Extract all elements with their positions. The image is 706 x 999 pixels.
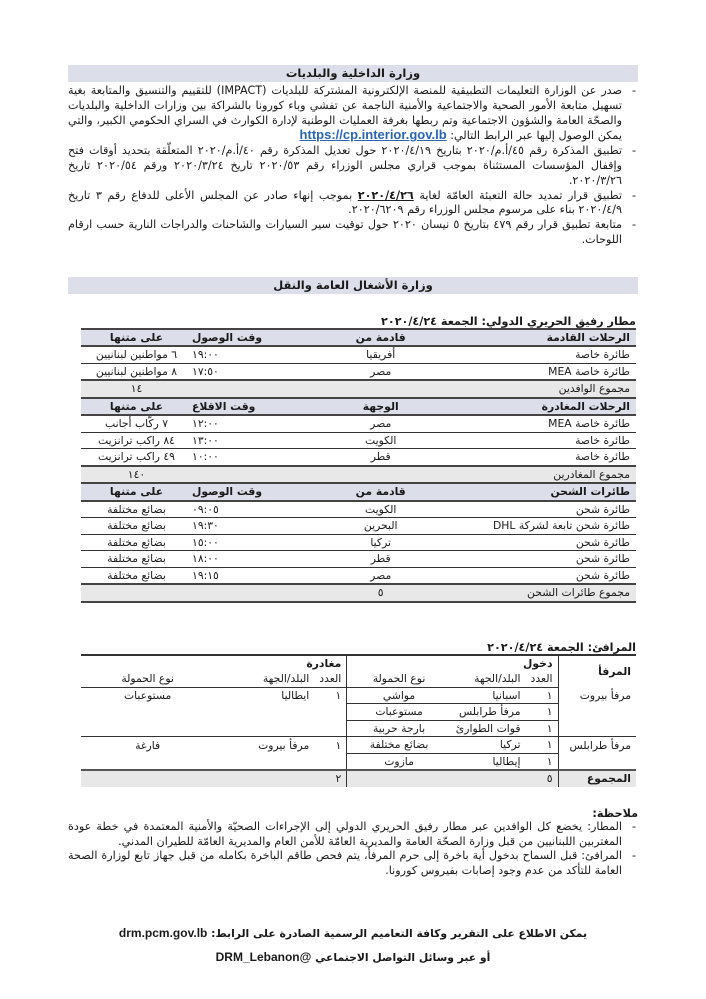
table-cell: ٠٩:٠٥ (192, 501, 303, 518)
table-cell: مستوعبات (123, 689, 172, 703)
table-cell: بضائع مختلفة (81, 534, 192, 551)
table-cell (214, 753, 314, 770)
bullet-text: صدر عن الوزارة التعليمات التطبيقية للمنصة الإلكترونية المشتركة للبلديات (IMPACT) للتقييم والتنسيق والمتابعة بغية تسهيل متابعة الأمور الصحية والاجتماعية والأمنية الناجمة عن تفشي وباء كورونا بالشراكة بين وزارات الداخلية والبلديات والصحّة العامة والشؤون الاجتماعية وتم ربطها بغرفة العمليات الوطنية لإدارة الكوارث في السراي الحكومي الكبير، والتي يمكن الوصول إليها عبر الرابط التالي: (68, 84, 623, 143)
column-header: الرحلات القادمة (458, 329, 636, 347)
sub-header: نوع الحمولة (81, 671, 214, 687)
table-cell: إيطاليا (451, 753, 526, 770)
table-cell (214, 720, 314, 737)
table-row (81, 551, 636, 568)
cargo-header-row (81, 483, 636, 501)
table-cell: مستوعبات (347, 704, 451, 721)
table-cell: مصر (370, 364, 392, 378)
airport-block (81, 315, 636, 603)
column-header: الرحلات المغادرة (458, 398, 636, 416)
social-handle[interactable]: @DRM_Lebanon (215, 950, 312, 964)
bullet-item (68, 84, 638, 144)
table-cell: مازوت (347, 753, 451, 770)
table-cell: مرفأ طرابلس (451, 704, 526, 721)
port-name: مرفأ طرابلس (558, 737, 636, 754)
sub-header: العدد (526, 671, 558, 687)
total-label: المجموع (558, 770, 636, 787)
table-row (81, 432, 636, 449)
table-cell: ٨٤ راكب ترانزيت (81, 432, 192, 449)
airport-table (81, 328, 636, 603)
table-cell (314, 753, 346, 770)
port-header: المرفأ (558, 655, 636, 688)
table-cell: ١ (526, 687, 558, 704)
interior-link[interactable]: https://cp.interior.gov.lb (299, 127, 447, 143)
port-name (558, 704, 636, 721)
table-cell: طائرة شحن (575, 568, 630, 582)
table-cell: بضائع مختلفة (81, 518, 192, 535)
sub-header: البلد/الجهة (451, 671, 526, 687)
table-row (81, 501, 636, 518)
total-value: ١٤٠ (81, 466, 192, 484)
table-cell: تركيا (451, 737, 526, 754)
total-label: مجموع طائرات الشحن (458, 584, 636, 602)
table-row (81, 704, 636, 721)
ports-block (81, 641, 636, 787)
bullet-text: تطبيق المذكرة رقم ٤٥/أ.م/٢٠٢٠ بتاريخ ٢٠٢٠/٤/١٩ حول تعديل المذكرة رقم ٤٠/أ.م/٢٠٢٠ المتعلّقة بتحديد أوقات فتح وإقفال المؤسسات المستثناة بموجب قراري مجلس الوزراء رقم ٢٠٢٠/٥٣ تاريخ ٢٠٢٠/٣/٢٤ ورقم ٢٠٢٠/٥٤ تاريخ ٢٠٢٠/٣/٢٦. (68, 144, 622, 187)
footer-line-2 (0, 950, 706, 964)
total-label: مجموع الوافدين (458, 380, 636, 398)
table-row (81, 363, 636, 380)
table-cell: ١٧:٥٠ (192, 364, 219, 378)
table-row (81, 687, 636, 704)
table-cell: فارغة (135, 738, 161, 752)
notes-title: ملاحظة: (592, 806, 638, 820)
bullet-dash: - (631, 144, 636, 158)
cargo-total-row (81, 584, 636, 602)
bullet-text: بموجب إنهاء صادر عن المجلس الأعلى للدفاع رقم ٣ تاريخ ٢٠٢٠/٤/٩ بناء على مرسوم مجلس الوزراء رقم ٢٠٢٠/٦٢٠٩. (68, 188, 622, 217)
table-cell: ١ (526, 704, 558, 721)
table-row (81, 737, 636, 754)
ports-header-row (81, 655, 636, 672)
table-cell: ٧ ركّاب أجانب (81, 415, 192, 432)
table-cell: بارجة حربية (347, 720, 451, 737)
note-item (68, 820, 638, 850)
port-name: مرفأ بيروت (558, 687, 636, 704)
table-cell: ١ (526, 753, 558, 770)
table-cell: مرفأ بيروت (258, 738, 310, 752)
table-cell (81, 704, 214, 721)
table-cell: ١٢:٠٠ (192, 415, 303, 432)
table-cell: قطر (370, 450, 391, 464)
table-cell: طائرة خاصة (458, 346, 636, 363)
arrivals-total-row (81, 380, 636, 398)
bullet-dash: - (631, 819, 636, 833)
table-cell (347, 770, 451, 787)
bullet-dash: - (631, 218, 636, 232)
column-header: قادمة من (303, 483, 458, 501)
table-cell: ١٥:٠٠ (192, 534, 303, 551)
column-header: وقت الاقلاع (192, 398, 303, 416)
table-cell (81, 720, 214, 737)
table-cell: ١ (526, 737, 558, 754)
table-cell: بضائع مختلفة (81, 501, 192, 518)
port-name (558, 753, 636, 770)
table-cell: ٦ مواطنين لبنانيين (81, 346, 192, 363)
column-header: قادمة من (303, 329, 458, 347)
table-cell: قوات الطوارئ (451, 720, 526, 737)
column-header: على متنها (81, 398, 192, 416)
table-cell: ١٩:١٥ (192, 568, 219, 582)
table-cell: بضائع مختلفة (347, 737, 451, 754)
bullet-dash: - (631, 188, 636, 202)
table-cell: ١ (526, 720, 558, 737)
sub-header: البلد/الجهة (214, 671, 314, 687)
total-value: ١٤ (81, 380, 192, 398)
bullet-text: متابعة تطبيق قرار رقم ٤٧٩ بتاريخ ٥ نيسان ٢٠٢٠ حول توقيت سير السيارات والشاحنات والدراجات النارية حسب ارقام اللوحات. (68, 218, 622, 246)
column-header: الوجهة (303, 398, 458, 416)
table-cell (214, 704, 314, 721)
table-cell: طائرة خاصة (458, 432, 636, 449)
ports-title: المرافئ: الجمعة ٢٠٢٠/٤/٢٤ (487, 640, 636, 654)
exit-header: مغادرة (81, 655, 347, 672)
table-cell: طائرة شحن (458, 551, 636, 568)
column-header: على متنها (81, 329, 192, 347)
footer-line-1 (0, 926, 706, 940)
total-label: مجموع المغادرين (458, 466, 636, 484)
ports-total-row (81, 770, 636, 787)
document-page (68, 0, 638, 879)
footer-text: أو عبر وسائل التواصل الاجتماعي (311, 951, 491, 964)
sub-header: نوع الحمولة (347, 671, 451, 687)
bullet-dash: - (631, 849, 636, 863)
table-cell: ١ (335, 689, 342, 703)
arrivals-header-row (81, 329, 636, 347)
note-text: المطار: يخضع كل الوافدين عبر مطار رفيق الحريري الدولي إلى الإجراءات الصحيّة والأمنية المعتمدة في خطة عودة المغتربين اللبنانيين من قبل وزارة الصحّة العامة والمديرية العامّة للأمن العام والمديرية العامّة للطيران المدني. (68, 819, 622, 848)
section-title-interior: وزارة الداخلية والبلديات (68, 65, 638, 82)
highlight-date: ٢٠٢٠/٤/٢٦ (357, 188, 414, 202)
table-cell: طائرة خاصة (575, 450, 630, 464)
table-cell: قطر (303, 551, 458, 568)
table-cell: ١ (335, 738, 342, 752)
footer-link[interactable]: drm.pcm.gov.lb (118, 926, 208, 940)
table-cell: ١٨:٠٠ (192, 551, 303, 568)
departures-header-row (81, 398, 636, 416)
table-cell (314, 720, 346, 737)
table-cell: البحرين (303, 518, 458, 535)
table-cell: مصر (370, 568, 392, 582)
table-cell: الكويت (303, 432, 458, 449)
note-item (68, 849, 638, 879)
table-cell: تركيا (303, 534, 458, 551)
column-header: وقت الوصول (192, 483, 303, 501)
bullet-item (68, 189, 638, 219)
table-row (81, 518, 636, 535)
table-cell (81, 753, 214, 770)
table-cell: ١٩:٣٠ (192, 518, 303, 535)
table-row (81, 449, 636, 466)
bullet-dash: - (631, 84, 636, 97)
airport-title: مطار رفيق الحريري الدولي: الجمعة ٢٠٢٠/٤/٢٤ (381, 314, 636, 328)
table-cell: طائرة خاصة MEA (548, 364, 630, 378)
table-cell (81, 770, 214, 787)
table-cell: الكويت (303, 501, 458, 518)
table-cell: طائرة شحن تابعة لشركة DHL (458, 518, 636, 535)
table-cell: طائرة شحن (458, 501, 636, 518)
table-cell: طائرة خاصة MEA (458, 415, 636, 432)
total-value: ٥ (303, 584, 458, 602)
column-header: طائرات الشحن (458, 483, 636, 501)
column-header: على متنها (81, 483, 192, 501)
table-row (81, 753, 636, 770)
notes-block (68, 807, 638, 879)
ports-subheader-row (81, 671, 636, 687)
footer-text: يمكن الاطلاع على التقرير وكافة التعاميم الرسمية الصادرة على الرابط: (207, 927, 588, 940)
entry-header: دخول (347, 655, 558, 672)
table-cell: ٨ مواطنين لبنانيين (95, 364, 178, 378)
bullet-item (68, 144, 638, 188)
table-cell: ١٠:٠٠ (192, 450, 219, 464)
table-cell: ١٣:٠٠ (192, 432, 303, 449)
table-row (81, 567, 636, 584)
sub-header: العدد (314, 671, 346, 687)
bullet-text: تطبيق قرار تمديد حالة التعبئة العامّة لغاية (413, 188, 622, 202)
table-row (81, 415, 636, 432)
notes-list (68, 820, 638, 879)
table-row (81, 346, 636, 363)
note-text: المرافئ: قبل السماح بدخول أية باخرة إلى حرم المرفأ، يتم فحص طاقم الباخرة بكامله من قبل جهاز تابع لوزارة الصحة العامة للتأكد من عدم وجود إصابات بفيروس كورونا. (68, 849, 622, 878)
table-cell: بضائع مختلفة (107, 568, 166, 582)
table-cell (451, 770, 526, 787)
ports-table (81, 654, 636, 787)
table-row (81, 720, 636, 737)
departures-total-row (81, 466, 636, 484)
total-in: ٥ (526, 770, 558, 787)
table-cell: مصر (303, 415, 458, 432)
bullet-item (68, 218, 638, 248)
column-header: وقت الوصول (192, 329, 303, 347)
port-name (558, 720, 636, 737)
table-cell: بضائع مختلفة (81, 551, 192, 568)
table-cell (314, 704, 346, 721)
table-cell: ١٩:٠٠ (192, 346, 303, 363)
table-cell: ايطاليا (281, 689, 310, 703)
table-row (81, 534, 636, 551)
total-out: ٢ (314, 770, 346, 787)
table-cell: أفريقيا (303, 346, 458, 363)
interior-bullets (68, 84, 638, 248)
table-cell: اسبانيا (451, 687, 526, 704)
table-cell: ٤٩ راكب ترانزيت (98, 450, 175, 464)
section-title-transport: وزارة الأشغال العامة والنقل (68, 277, 638, 294)
table-cell (214, 770, 314, 787)
table-cell: مواشي (347, 687, 451, 704)
table-cell: طائرة شحن (458, 534, 636, 551)
